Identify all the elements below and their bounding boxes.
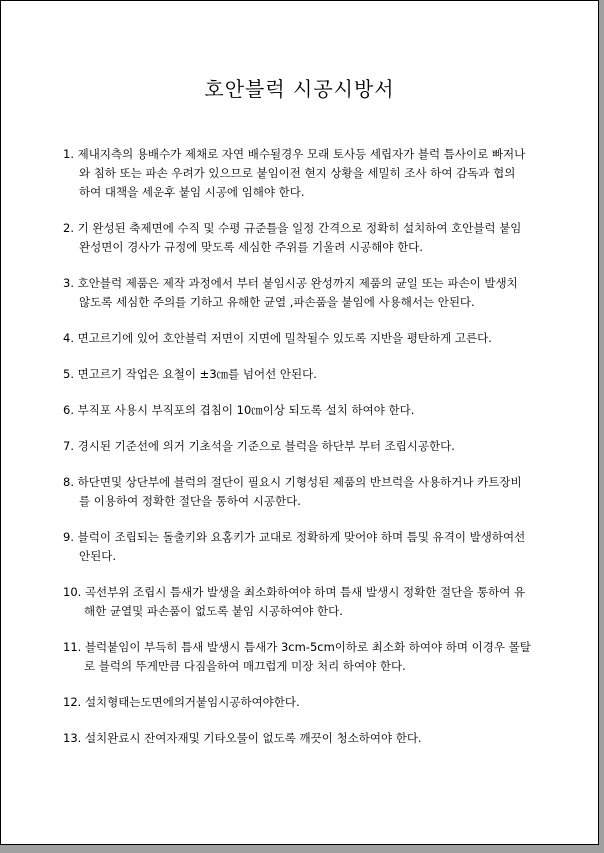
spec-item-8 — [63, 473, 553, 511]
spec-item-line: 로 블럭의 뚜게만큼 다짐을하여 매끄럽게 미장 처리 하여야 한다. — [84, 659, 406, 673]
spec-item-line: 하여 대책을 세운후 붙임 시공에 임해야 한다. — [79, 185, 305, 199]
spec-item-line: 10. 곡선부위 조립시 틈새가 발생을 최소화하여야 하며 틈새 발생시 정확한 절단을 통하여 유 — [63, 585, 526, 599]
document-title: 호안블럭 시공시방서 — [204, 77, 395, 101]
spec-item-line: 안된다. — [79, 549, 116, 563]
spec-item-12 — [63, 693, 553, 712]
spec-item-11 — [63, 638, 553, 676]
spec-item-line: 1. 제내지측의 용배수가 제채로 자연 배수될경우 모래 토사등 세립자가 블럭 틈사이로 빠저나 — [63, 147, 526, 161]
specification-list — [63, 145, 553, 765]
spec-item-line: 와 침하 또는 파손 우려가 있으므로 붙임이전 현지 상황을 세밀히 조사 하여 감독과 협의 — [79, 166, 516, 180]
spec-item-9 — [63, 528, 553, 566]
spec-item-line: 11. 블럭붙임이 부득히 틈새 발생시 틈새가 3cm-5cm이하로 최소화 하여야 하며 이경우 몰탈 — [63, 640, 531, 654]
spec-item-2 — [63, 219, 553, 257]
spec-item-7 — [63, 437, 553, 456]
spec-item-13 — [63, 729, 553, 748]
spec-item-line: 해한 균열및 파손품이 없도록 붙임 시공하여야 한다. — [84, 604, 343, 618]
spec-item-line: 13. 설치완료시 잔여자재및 기타오물이 없도록 깨끗이 청소하여야 한다. — [63, 731, 422, 745]
spec-item-4 — [63, 329, 553, 348]
spec-item-line: 2. 기 완성된 축제면에 수직 및 수평 규준틀을 일정 간격으로 정확히 설치하여 호안블럭 붙임 — [63, 221, 522, 235]
spec-item-5 — [63, 365, 553, 384]
spec-item-line: 를 이용하여 정확한 절단을 통하여 시공한다. — [79, 494, 301, 508]
spec-item-1 — [63, 145, 553, 202]
spec-item-line: 5. 면고르기 작업은 요철이 ±3㎝를 넘어선 안된다. — [63, 367, 317, 381]
spec-item-line: 3. 호안블럭 제품은 제작 과정에서 부터 붙임시공 완성까지 제품의 균일 또는 파손이 발생치 — [63, 276, 518, 290]
spec-item-3 — [63, 274, 553, 312]
spec-item-line: 8. 하단면및 상단부에 블럭의 절단이 필요시 기형성된 제품의 반브럭을 사용하거나 카트장비 — [63, 475, 522, 489]
spec-item-line: 9. 블럭이 조립되는 돌출키와 요홈키가 교대로 정확하게 맞어야 하며 틈및 유격이 발생하여선 — [63, 530, 526, 544]
spec-item-line: 7. 경시된 기준선에 의거 기초석을 기준으로 블럭을 하단부 부터 조립시공한다. — [63, 439, 455, 453]
spec-item-line: 완성면이 경사가 규정에 맞도록 세심한 주위를 기울려 시공해야 한다. — [79, 240, 423, 254]
spec-item-6 — [63, 401, 553, 420]
spec-item-line: 6. 부직포 사용시 부직포의 겹침이 10㎝이상 되도록 설치 하여야 한다. — [63, 403, 415, 417]
spec-item-line: 12. 설치형태는도면에의거붙임시공하여야한다. — [63, 695, 300, 709]
spec-item-line: 4. 면고르기에 있어 호안블럭 저면이 지면에 밀착될수 있도록 지반을 평탄하게 고른다. — [63, 331, 492, 345]
spec-item-line: 않도록 세심한 주의를 기하고 유해한 균열 ,파손품을 붙임에 사용해서는 안된다. — [79, 295, 475, 309]
spec-item-10 — [63, 583, 553, 621]
